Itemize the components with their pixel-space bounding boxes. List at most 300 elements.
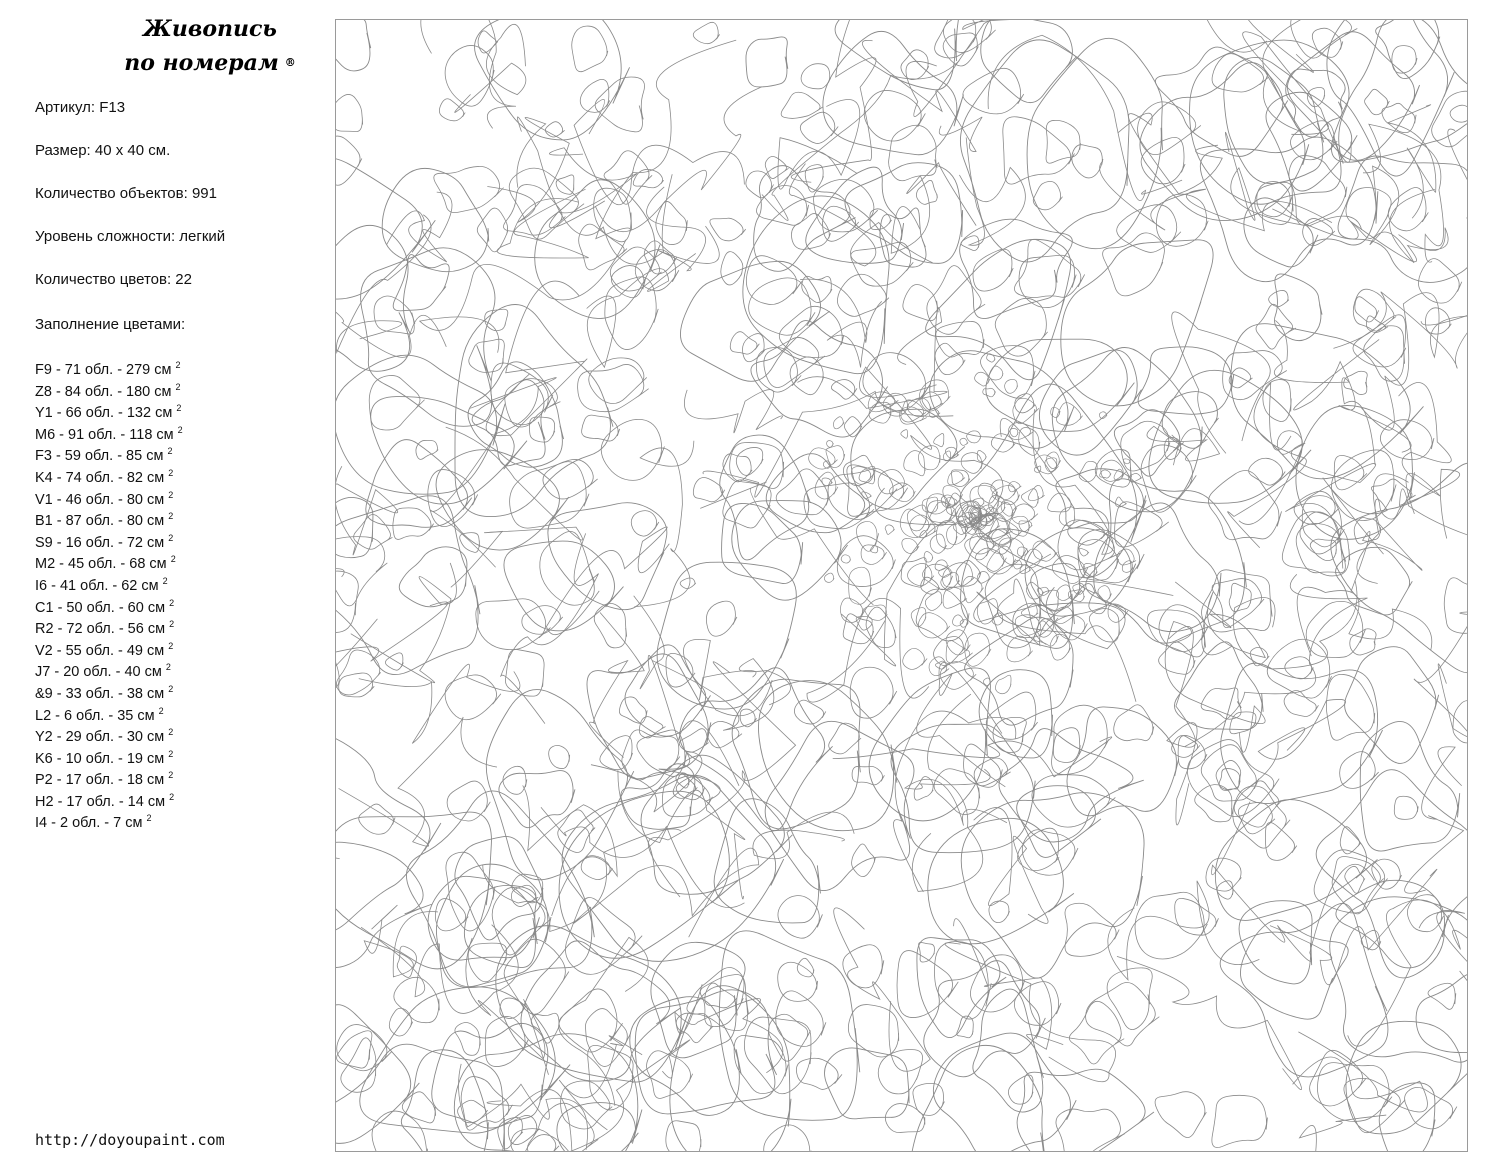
outline-region [635, 990, 776, 1114]
outline-region [587, 654, 711, 779]
outline-region [455, 836, 543, 939]
outline-region [517, 117, 672, 264]
outline-region [1033, 181, 1062, 209]
outline-region [1239, 443, 1376, 568]
color-fill-unit-exponent: 2 [168, 770, 174, 781]
outline-region [336, 20, 371, 71]
objects-count-label: Количество объектов: 991 [35, 185, 217, 202]
outline-region [831, 380, 857, 400]
outline-region [1399, 382, 1452, 513]
outline-region [1187, 740, 1279, 817]
color-fill-row [35, 533, 183, 555]
outline-region [1114, 705, 1154, 741]
color-fill-unit-exponent: 2 [168, 640, 174, 651]
outline-region [913, 1083, 945, 1115]
outline-region [1067, 707, 1179, 816]
outline-region [595, 77, 644, 132]
outline-region [843, 945, 884, 988]
outline-region [1101, 460, 1126, 481]
outline-region [1050, 634, 1070, 660]
color-fill-unit-exponent: 2 [162, 576, 168, 587]
outline-region [1018, 828, 1060, 870]
outline-region [1138, 347, 1234, 414]
outline-region [720, 435, 811, 560]
outline-region [885, 1104, 924, 1133]
outline-region [1334, 455, 1367, 489]
outline-region [983, 678, 990, 685]
outline-region [824, 573, 834, 582]
outline-region [1345, 647, 1439, 764]
outline-region [1010, 428, 1018, 436]
outline-region [960, 40, 1129, 262]
outline-region [986, 339, 1135, 431]
outline-region [590, 612, 645, 757]
outline-region [634, 596, 739, 786]
outline-region [953, 615, 965, 626]
outline-region [1249, 699, 1346, 787]
outline-region [721, 252, 743, 285]
outline-region [1376, 20, 1440, 79]
brand-line-1: Живопись [143, 16, 277, 42]
outline-region [1175, 582, 1265, 658]
color-fill-text: C1 - 50 обл. - 60 см [35, 599, 170, 616]
outline-region [1338, 156, 1467, 282]
registered-mark: ® [284, 56, 296, 69]
color-fill-row [35, 727, 183, 749]
color-fill-unit-exponent: 2 [146, 813, 152, 824]
outline-region [676, 777, 704, 800]
outline-region [505, 649, 544, 696]
outline-region [459, 1064, 588, 1150]
outline-region [730, 332, 759, 355]
outline-region [595, 87, 762, 232]
outline-region [1117, 956, 1302, 1089]
color-fill-row [35, 403, 183, 425]
outline-region [1249, 458, 1286, 485]
outline-region [708, 721, 742, 747]
outline-region [1017, 1069, 1154, 1151]
outline-region [336, 157, 435, 299]
outline-region [910, 1045, 1047, 1151]
outline-region [336, 136, 362, 185]
outline-region [1216, 760, 1241, 790]
outline-region [1135, 892, 1207, 959]
color-fill-unit-exponent: 2 [176, 403, 182, 414]
outline-region [999, 729, 1144, 842]
outline-region [666, 1121, 701, 1151]
outline-region [1165, 622, 1265, 753]
color-fill-unit-exponent: 2 [169, 619, 175, 630]
color-fill-text: Y1 - 66 обл. - 132 см [35, 405, 177, 422]
outline-region [1432, 91, 1467, 147]
coloring-canvas [335, 19, 1468, 1152]
color-fill-row [35, 792, 183, 814]
outline-region [336, 410, 398, 555]
outline-region [948, 471, 965, 485]
outline-region [1450, 105, 1467, 122]
outline-region [625, 645, 711, 736]
outline-region [1265, 822, 1296, 860]
outline-region [756, 186, 808, 226]
outline-region [734, 1036, 788, 1094]
outline-region [903, 648, 927, 669]
color-fill-text: V1 - 46 обл. - 80 см [35, 491, 169, 508]
fill-title: Заполнение цветами: [35, 316, 186, 333]
color-fill-unit-exponent: 2 [168, 727, 174, 738]
color-fill-text: M2 - 45 обл. - 68 см [35, 556, 171, 573]
outline-region [983, 388, 996, 397]
outline-region [746, 37, 788, 87]
outline-region [769, 1014, 811, 1061]
outline-region [943, 33, 978, 66]
outline-region [1072, 145, 1103, 178]
color-fill-row [35, 425, 183, 447]
outline-region [841, 555, 850, 563]
outline-region [928, 818, 1074, 944]
outline-region [399, 547, 467, 607]
outline-region [934, 434, 944, 447]
outline-region [1388, 105, 1436, 219]
outline-region [371, 397, 527, 505]
color-fill-row [35, 511, 183, 533]
outline-region [1326, 674, 1374, 740]
outline-region [852, 844, 876, 877]
outline-region [1233, 786, 1290, 848]
outline-region [751, 321, 888, 438]
outline-region [901, 430, 908, 439]
outline-region [543, 459, 598, 498]
outline-region [1048, 493, 1072, 512]
outline-region [687, 967, 749, 1030]
outline-region [364, 905, 438, 977]
color-fill-text: M6 - 91 обл. - 118 см [35, 426, 178, 443]
outline-region [541, 807, 745, 907]
article-label: Артикул: F13 [35, 99, 126, 116]
product-info [35, 99, 225, 314]
outline-region [974, 758, 1010, 786]
color-fill-row [35, 598, 183, 620]
outline-region [588, 1045, 633, 1110]
outline-region [1206, 858, 1241, 891]
outline-region [1243, 32, 1351, 162]
outline-region [827, 441, 834, 448]
color-fill-row [35, 554, 183, 576]
outline-region [504, 939, 569, 1014]
outline-region [1190, 40, 1350, 204]
outline-region [1159, 642, 1195, 674]
outline-region [1263, 380, 1291, 422]
color-fill-unit-exponent: 2 [167, 446, 173, 457]
outline-region [1028, 485, 1044, 500]
outline-region [680, 578, 696, 589]
outline-region [1079, 461, 1097, 481]
outline-region [742, 334, 765, 362]
outline-region [351, 563, 457, 683]
outline-region [959, 137, 1025, 245]
outline-region [483, 829, 681, 932]
outline-region [904, 451, 925, 476]
color-fill-row [35, 382, 183, 404]
outline-region [843, 455, 874, 485]
outline-region [989, 495, 1006, 514]
outline-region [1336, 547, 1413, 615]
outline-region [1008, 1075, 1033, 1104]
outline-region [447, 781, 490, 821]
outline-region [1346, 188, 1391, 239]
outline-region [1346, 1021, 1467, 1134]
outline-region [1008, 423, 1033, 440]
outline-region [1019, 428, 1040, 456]
outline-region [963, 576, 984, 602]
outline-region [986, 692, 1037, 739]
outline-region [1317, 1063, 1392, 1122]
outline-region [723, 454, 752, 482]
outline-region [837, 274, 889, 316]
size-label: Размер: 40 х 40 см. [35, 142, 171, 159]
outline-region [336, 1044, 505, 1151]
outline-region [1392, 46, 1417, 73]
outline-region [891, 724, 1035, 853]
outline-region [1229, 583, 1251, 611]
outline-region [573, 848, 759, 937]
outline-region [1046, 452, 1060, 469]
outline-region [714, 799, 820, 923]
outline-region [1175, 898, 1219, 935]
outline-region [917, 938, 1006, 1038]
outline-region [1079, 548, 1089, 556]
outline-region [807, 598, 929, 702]
color-fill-text: V2 - 55 обл. - 49 см [35, 642, 169, 659]
outline-region [999, 538, 1027, 565]
color-fill-text: Y2 - 29 обл. - 30 см [35, 729, 169, 746]
outline-region [935, 942, 992, 1020]
line-art [336, 20, 1467, 1151]
outline-region [1453, 701, 1467, 743]
outline-region [382, 168, 489, 271]
outline-region [1155, 47, 1287, 156]
outline-region [389, 1008, 412, 1036]
outline-region [1221, 663, 1383, 803]
outline-region [582, 415, 620, 441]
outline-region [336, 812, 491, 969]
outline-region [1344, 371, 1367, 394]
outline-region [619, 697, 647, 723]
outline-region [420, 239, 626, 352]
outline-region [1233, 580, 1357, 669]
outline-region [823, 31, 964, 154]
outline-region [852, 766, 884, 784]
outline-region [1200, 137, 1378, 282]
brand-line-2: по номерам ® [124, 50, 296, 76]
outline-region [765, 157, 788, 179]
outline-region [662, 774, 712, 816]
outline-region [559, 1036, 642, 1130]
outline-region [1414, 611, 1467, 738]
outline-region [336, 215, 431, 353]
color-fill-row [35, 490, 183, 512]
outline-region [749, 278, 815, 335]
outline-region [434, 166, 504, 212]
outline-region [511, 885, 538, 906]
outline-region [666, 653, 695, 687]
color-fill-row [35, 576, 183, 598]
outline-region [914, 777, 933, 801]
outline-region [1155, 1092, 1206, 1138]
outline-region [833, 737, 1112, 777]
outline-region [401, 1050, 488, 1151]
outline-region [497, 189, 589, 258]
outline-region [1138, 102, 1201, 155]
outline-region [369, 375, 424, 430]
outline-region [1238, 802, 1275, 833]
outline-region [336, 1005, 419, 1144]
outline-region [1056, 1109, 1125, 1151]
color-fill-text: R2 - 72 обл. - 56 см [35, 621, 170, 638]
color-fill-unit-exponent: 2 [168, 748, 174, 759]
outline-region [922, 497, 938, 512]
color-fill-text: J7 - 20 обл. - 40 см [35, 664, 166, 681]
color-fill-unit-exponent: 2 [168, 532, 174, 543]
outline-region [596, 40, 736, 238]
color-fill-unit-exponent: 2 [175, 381, 181, 392]
outline-region [486, 690, 633, 880]
outline-region [902, 538, 919, 553]
outline-region [1059, 507, 1075, 526]
color-fill-unit-exponent: 2 [169, 597, 175, 608]
outline-region [631, 511, 659, 536]
outline-region [339, 717, 497, 846]
outline-region [548, 503, 667, 610]
color-fill-text: F3 - 59 обл. - 85 см [35, 448, 168, 465]
outline-region [611, 266, 645, 298]
outline-region [935, 343, 965, 374]
color-fill-unit-exponent: 2 [158, 705, 164, 716]
outline-region [468, 943, 507, 982]
website-link[interactable]: http://doyoupaint.com [35, 1131, 225, 1149]
outline-region [336, 800, 340, 883]
outline-region [397, 946, 416, 977]
outline-region [1033, 541, 1058, 561]
outline-region [509, 168, 584, 239]
outline-region [901, 558, 926, 588]
outline-region [801, 64, 831, 89]
outline-region [779, 306, 844, 357]
outline-region [1174, 642, 1263, 730]
outline-region [683, 639, 772, 715]
outline-region [675, 984, 783, 1073]
outline-region [486, 281, 587, 436]
outline-region [500, 998, 526, 1019]
outline-region [829, 723, 861, 754]
outline-region [511, 1129, 559, 1151]
outline-region [981, 20, 1076, 103]
outline-region [1052, 347, 1202, 511]
outline-region [1255, 182, 1293, 224]
color-fill-text: F9 - 71 обл. - 279 см [35, 362, 176, 378]
outline-region [1388, 188, 1428, 231]
outline-region [630, 997, 741, 1116]
color-fill-unit-exponent: 2 [168, 511, 174, 522]
outline-region [634, 441, 693, 607]
outline-region [580, 79, 609, 112]
outline-region [491, 363, 553, 425]
outline-region [477, 208, 508, 252]
outline-region [995, 675, 1011, 694]
outline-region [1336, 880, 1449, 968]
outline-region [1344, 1078, 1405, 1132]
outline-region [764, 337, 825, 387]
outline-region [778, 896, 822, 939]
outline-region [825, 1048, 910, 1119]
outline-region [468, 362, 564, 467]
outline-region [961, 793, 1144, 978]
outline-region [889, 125, 938, 181]
brand-logo [105, 12, 315, 80]
outline-region [336, 602, 448, 690]
outline-region [893, 711, 1015, 892]
outline-region [1316, 770, 1467, 978]
outline-region [557, 1103, 638, 1151]
color-fill-row [35, 360, 183, 382]
info-sidebar [35, 0, 325, 1169]
outline-region [446, 427, 583, 587]
color-fill-row [35, 749, 183, 771]
outline-region [991, 434, 1015, 452]
outline-region [822, 478, 833, 486]
outline-region [965, 633, 991, 666]
color-fill-row [35, 662, 183, 684]
color-fill-text: B1 - 87 обл. - 80 см [35, 513, 169, 530]
color-fill-row [35, 770, 183, 792]
outline-region [523, 785, 618, 915]
outline-region [946, 640, 973, 663]
outline-region [1217, 881, 1233, 899]
color-fill-unit-exponent: 2 [168, 489, 174, 500]
color-fill-unit-exponent: 2 [165, 662, 171, 673]
outline-region [455, 1022, 480, 1055]
color-fill-text: K6 - 10 обл. - 19 см [35, 750, 169, 767]
outline-region [460, 533, 480, 553]
outline-region [989, 366, 1003, 380]
outline-region [512, 1040, 690, 1151]
outline-region [1348, 900, 1467, 1046]
outline-region [1394, 796, 1418, 819]
outline-region [558, 810, 595, 853]
color-fill-text: L2 - 6 обл. - 35 см [35, 707, 159, 724]
color-fill-text: P2 - 17 обл. - 18 см [35, 772, 169, 789]
color-fill-text: &9 - 33 обл. - 38 см [35, 685, 169, 702]
outline-region [837, 536, 895, 587]
color-fill-unit-exponent: 2 [168, 468, 174, 479]
outline-region [647, 187, 720, 271]
outline-region [508, 1115, 539, 1144]
outline-region [862, 492, 872, 499]
outline-region [455, 305, 613, 517]
outline-region [901, 400, 926, 422]
outline-region [946, 630, 970, 655]
outline-region [834, 417, 845, 429]
outline-region [791, 20, 876, 182]
outline-region [961, 453, 983, 474]
outline-region [475, 20, 630, 140]
outline-region [1331, 463, 1467, 673]
outline-region [435, 899, 468, 931]
outline-region [337, 1031, 372, 1068]
outline-region [684, 390, 782, 433]
outline-region [1208, 470, 1281, 539]
outline-region [545, 122, 564, 137]
outline-region [744, 1017, 811, 1094]
